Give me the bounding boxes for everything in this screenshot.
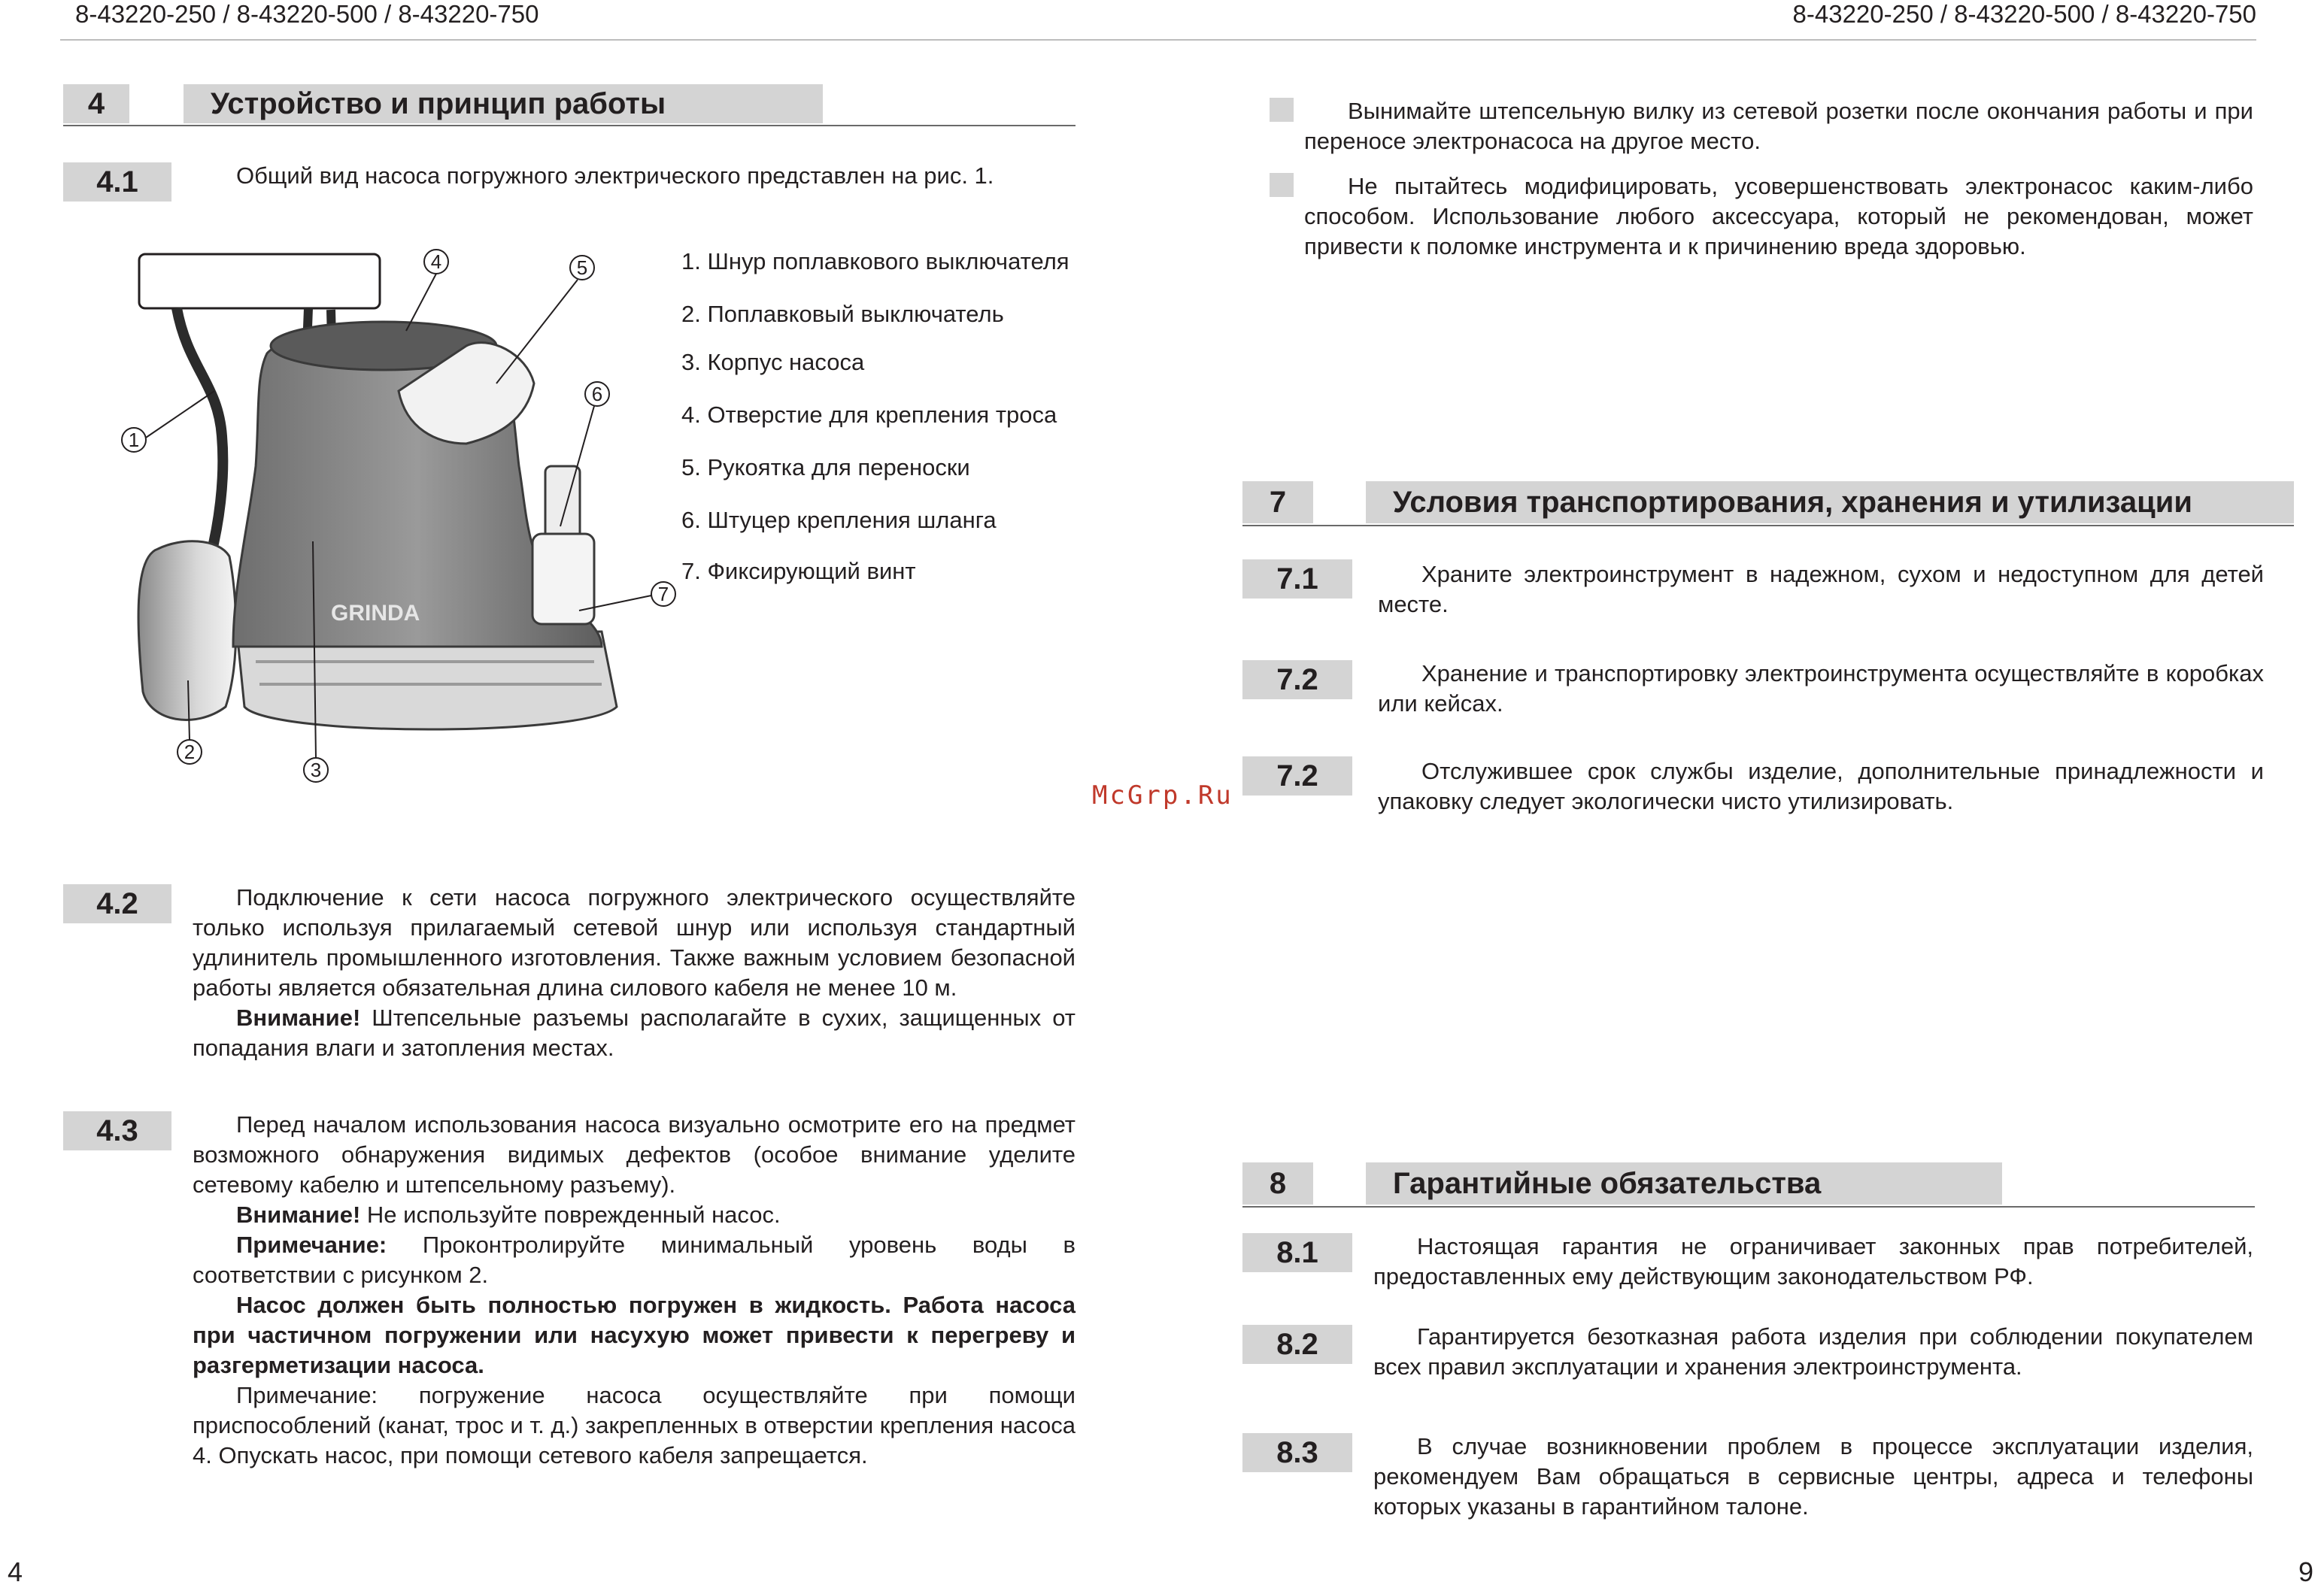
header-rule xyxy=(60,39,2256,41)
figure-legend xyxy=(681,248,1088,594)
legend-item-6: 6. Штуцер крепления шланга xyxy=(681,507,997,533)
callout-5 xyxy=(496,256,594,383)
subsection-8-1-text: Настоящая гарантия не ограничивает законных прав потребителей, предоставленных ему действующим законодательством РФ. xyxy=(1373,1233,2253,1289)
bullet-text-2: Не пытайтесь модифицировать, усовершенствовать электронасос каким-либо способом. Использование любого аксессуара, который не рекомендован, может привести к поломке инструмента и к причинению вреда здоровью. xyxy=(1304,173,2253,259)
header-models-right: 8-43220-250 / 8-43220-500 / 8-43220-750 xyxy=(1792,0,2256,28)
subsection-8-2-number: 8.2 xyxy=(1242,1325,1352,1364)
brand-logo: GRINDA xyxy=(331,601,420,626)
subsection-4-3-bold-warning: Насос должен быть полностью погружен в жидкость. Работа насоса при частичном погружении или насухую может привести к перегреву и разгерметизации насоса. xyxy=(193,1292,1076,1378)
legend-item-4: 4. Отверстие для крепления троса xyxy=(681,402,1057,428)
section-8-number: 8 xyxy=(1242,1162,1313,1205)
subsection-8-2-text: Гарантируется безотказная работа изделия при соблюдении покупателем всех правил эксплуатации и хранения электроинструмента. xyxy=(1373,1323,2253,1380)
subsection-8-3-number: 8.3 xyxy=(1242,1433,1352,1472)
page-number-left: 4 xyxy=(8,1556,23,1587)
header-models-left: 8-43220-250 / 8-43220-500 / 8-43220-750 xyxy=(75,0,539,28)
svg-text:2: 2 xyxy=(184,741,196,763)
subsection-4-1-number: 4.1 xyxy=(63,162,171,202)
label-box xyxy=(139,254,380,308)
subsection-4-2-number: 4.2 xyxy=(63,884,171,923)
svg-text:3: 3 xyxy=(310,759,322,781)
subsection-4-2-body xyxy=(193,883,1076,1063)
subsection-8-3-text: В случае возникновении проблем в процессе эксплуатации изделия, рекомендуем Вам обращаться в сервисные центры, адреса и телефоны которых указаны в гарантийном талоне. xyxy=(1373,1433,2253,1520)
subsection-4-3-note-2: Примечание: погружение насоса осуществляйте при помощи приспособлений (канат, трос и т. д.) закрепленных в отверстии крепления насоса 4. Опускать насос, при помощи сетевого кабеля запрещается. xyxy=(193,1382,1076,1468)
legend-item-2: 2. Поплавковый выключатель xyxy=(681,301,1004,327)
watermark: McGrp.Ru xyxy=(1092,780,1233,811)
legend-item-7: 7. Фиксирующий винт xyxy=(681,558,916,584)
section-8-title: Гарантийные обязательства xyxy=(1366,1162,2002,1205)
callout-1 xyxy=(122,391,214,452)
subsection-7-3-text: Отслужившее срок службы изделие, дополнительные принадлежности и упаковку следует экологически чисто утилизировать. xyxy=(1378,758,2264,814)
subsection-7-3-number: 7.2 xyxy=(1242,756,1352,796)
svg-text:1: 1 xyxy=(128,429,140,451)
subsection-7-2-text: Хранение и транспортировку электроинструмента осуществляйте в коробках или кейсах. xyxy=(1378,660,2264,717)
callout-4 xyxy=(406,250,448,331)
float-switch xyxy=(138,541,236,720)
bullet-text-1: Вынимайте штепсельную вилку из сетевой розетки после окончания работы и при переносе электронасоса на другое место. xyxy=(1304,98,2253,154)
subsection-7-1-text: Храните электроинструмент в надежном, сухом и недоступном для детей месте. xyxy=(1378,561,2264,617)
subsection-7-2-number: 7.2 xyxy=(1242,660,1352,699)
section-7-number: 7 xyxy=(1242,481,1313,523)
subsection-4-3-note: Примечание: Проконтролируйте минимальный уровень воды в соответствии с рисунком 2. xyxy=(193,1232,1076,1288)
page-number-right: 9 xyxy=(2298,1556,2313,1587)
legend-item-1: 1. Шнур поплавкового выключателя xyxy=(681,248,1069,274)
svg-text:5: 5 xyxy=(576,256,588,279)
subsection-4-1-text: Общий вид насоса погружного электрического представлен на рис. 1. xyxy=(236,162,994,189)
svg-text:6: 6 xyxy=(591,383,603,405)
section-4-number: 4 xyxy=(63,84,129,123)
bullet-marker-2 xyxy=(1270,173,1294,197)
svg-text:4: 4 xyxy=(430,250,442,273)
subsection-7-1-number: 7.1 xyxy=(1242,559,1352,599)
section-7-title: Условия транспортирования, хранения и утилизации xyxy=(1366,481,2294,523)
subsection-4-3-text: Перед началом использования насоса визуально осмотрите его на предмет возможного обнаружения видимых дефектов (особое внимание уделите сетевому кабелю и штепсельному разъему). xyxy=(193,1111,1076,1198)
section-8-rule xyxy=(1242,1206,2255,1208)
section-4-title: Устройство и принцип работы xyxy=(184,84,823,123)
subsection-4-3-warning: Внимание! Не используйте поврежденный насос. xyxy=(236,1202,781,1228)
pump-illustration xyxy=(105,241,677,797)
subsection-4-3-number: 4.3 xyxy=(63,1111,171,1150)
legend-item-5: 5. Рукоятка для переноски xyxy=(681,454,970,480)
subsection-4-3-body xyxy=(193,1110,1076,1471)
subsection-8-1-number: 8.1 xyxy=(1242,1233,1352,1272)
legend-item-3: 3. Корпус насоса xyxy=(681,349,865,375)
hose-fitting xyxy=(532,534,594,624)
subsection-4-2-text: Подключение к сети насоса погружного электрического осуществляйте только используя прилагаемый сетевой шнур или используя стандартный удлинитель промышленного изготовления. Также важным условием безопасной работы является обязательная длина силового кабеля не менее 10 м. xyxy=(193,884,1076,1001)
section-4-rule xyxy=(63,125,1076,126)
section-7-rule xyxy=(1242,525,2294,526)
svg-text:7: 7 xyxy=(657,583,669,605)
bullet-marker-1 xyxy=(1270,98,1294,122)
subsection-4-2-warning: Внимание! Штепсельные разъемы располагайте в сухих, защищенных от попадания влаги и затопления местах. xyxy=(193,1005,1076,1061)
